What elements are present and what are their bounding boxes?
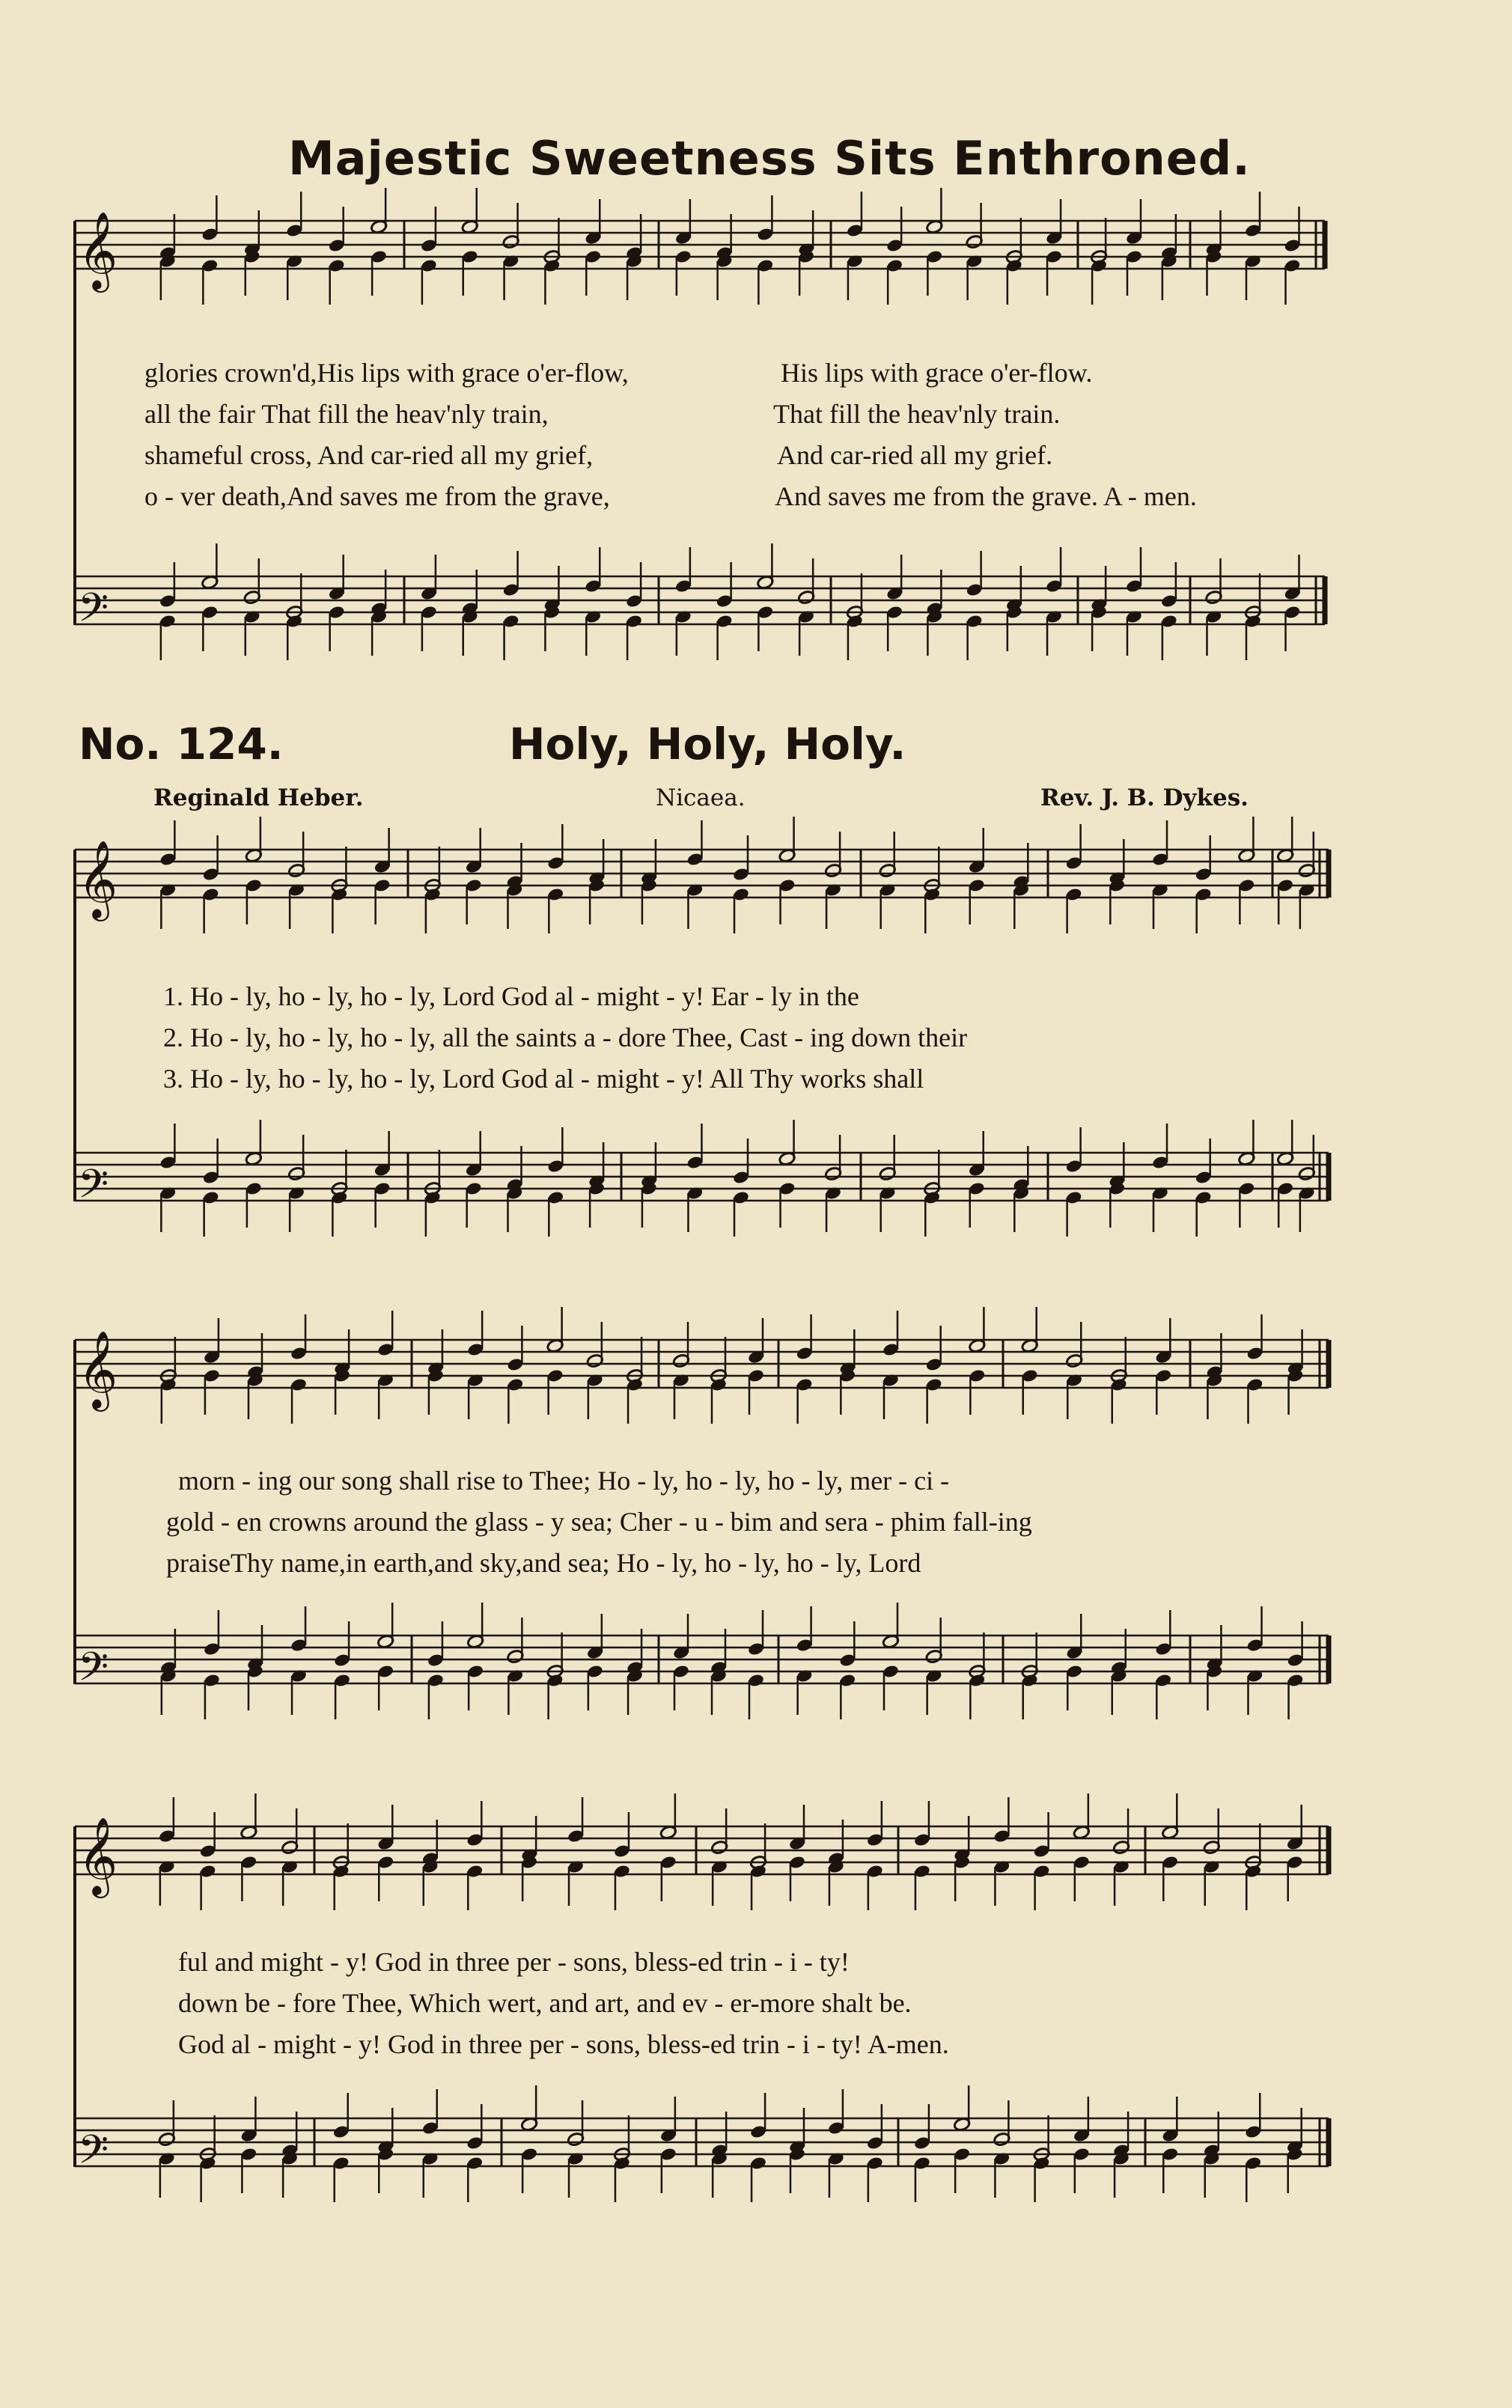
treble-clef-icon: 𝄞 — [78, 1330, 118, 1409]
hymn-number: No. 124. — [79, 719, 284, 769]
treble-clef-icon: 𝄞 — [78, 1817, 118, 1895]
composer-credit: Rev. J. B. Dykes. — [1040, 784, 1249, 811]
hymn2-title: Holy, Holy, Holy. — [509, 719, 906, 769]
treble-clef-icon: 𝄞 — [78, 840, 118, 918]
bass-clef-icon: 𝄢 — [78, 585, 109, 641]
hymn2-s3-verse-2: down be - fore Thee, Which wert, and art, and ev - er-more shalt be. — [178, 1988, 912, 2018]
hymn2-s1-verse-3: 3. Ho - ly, ho - ly, ho - ly, Lord God al - might - y! All Thy works shall — [163, 1064, 924, 1094]
hymn2-s3-verse-3: God al - might - y! God in three per - sons, bless-ed trin - i - ty! A-men. — [178, 2029, 949, 2059]
bass-clef-icon: 𝄢 — [78, 1645, 109, 1700]
hymn2-s1-verse-1: 1. Ho - ly, ho - ly, ho - ly, Lord God al - might - y! Ear - ly in the — [163, 981, 859, 1011]
hymn2-s2-verse-2: gold - en crowns around the glass - y sea; Cher - u - bim and sera - phim fall-ing — [166, 1507, 1032, 1537]
hymn2-s1-verse-2: 2. Ho - ly, ho - ly, ho - ly, all the saints a - dore Thee, Cast - ing down their — [163, 1022, 968, 1052]
hymn2-s3-verse-1: ful and might - y! God in three per - sons, bless-ed trin - i - ty! — [178, 1947, 850, 1977]
bass-clef-icon: 𝄢 — [78, 2127, 109, 2183]
tune-name: Nicaea. — [656, 784, 746, 811]
treble-clef-icon: 𝄞 — [78, 211, 118, 290]
hymnal-page: Majestic Sweetness Sits Enthroned. 𝄞 𝄢 𝄞 𝄢 𝄞 𝄢 𝄞 𝄢 glories crown'd,His lips with grace o'er-flow, His lips with grace o'er-flow. all the fair That fill the heav'nly train, That fill the heav'nly train. shameful cross, And car-ried all my grief, And car-ried all my grief. o - ver death,And saves me from the grave, And saves me from the grave. A - men. No. 124. Holy, Holy, Holy. Reginald Heber. Nicaea. Rev. J. B. Dykes. 1. Ho - ly, ho - ly, ho - ly, Lord God al - might - y! Ear - ly in the 2. Ho - ly, ho - ly, ho - ly, all the saints a - dore Thee, Cast - ing down their 3. Ho - ly, ho - ly, ho - ly, Lord God al - might - y! All Thy works shall morn - ing our song shall rise to Thee; Ho - ly, ho - ly, ho - ly, mer - ci - gold - en crowns around the glass - y sea; Cher - u - bim and sera - phim fall-ing praiseThy name,in earth,and sky,and sea; Ho - ly, ho - ly, ho - ly, Lord ful and might - y! God in three per - sons, bless-ed trin - i - ty! down be - fore Thee, Which wert, and art, and ev - er-more shalt be. God al - might - y! God in three per - sons, bless-ed trin - i - ty! A-men. — [0, 0, 1512, 2408]
author-credit: Reginald Heber. — [153, 784, 364, 811]
bass-clef-icon: 𝄢 — [78, 1162, 109, 1217]
hymn2-s2-verse-1: morn - ing our song shall rise to Thee; Ho - ly, ho - ly, ho - ly, mer - ci - — [178, 1466, 950, 1496]
hymn1-title: Majestic Sweetness Sits Enthroned. — [288, 131, 1251, 186]
hymn2-s2-verse-3: praiseThy name,in earth,and sky,and sea; Ho - ly, ho - ly, ho - ly, Lord — [166, 1548, 921, 1578]
